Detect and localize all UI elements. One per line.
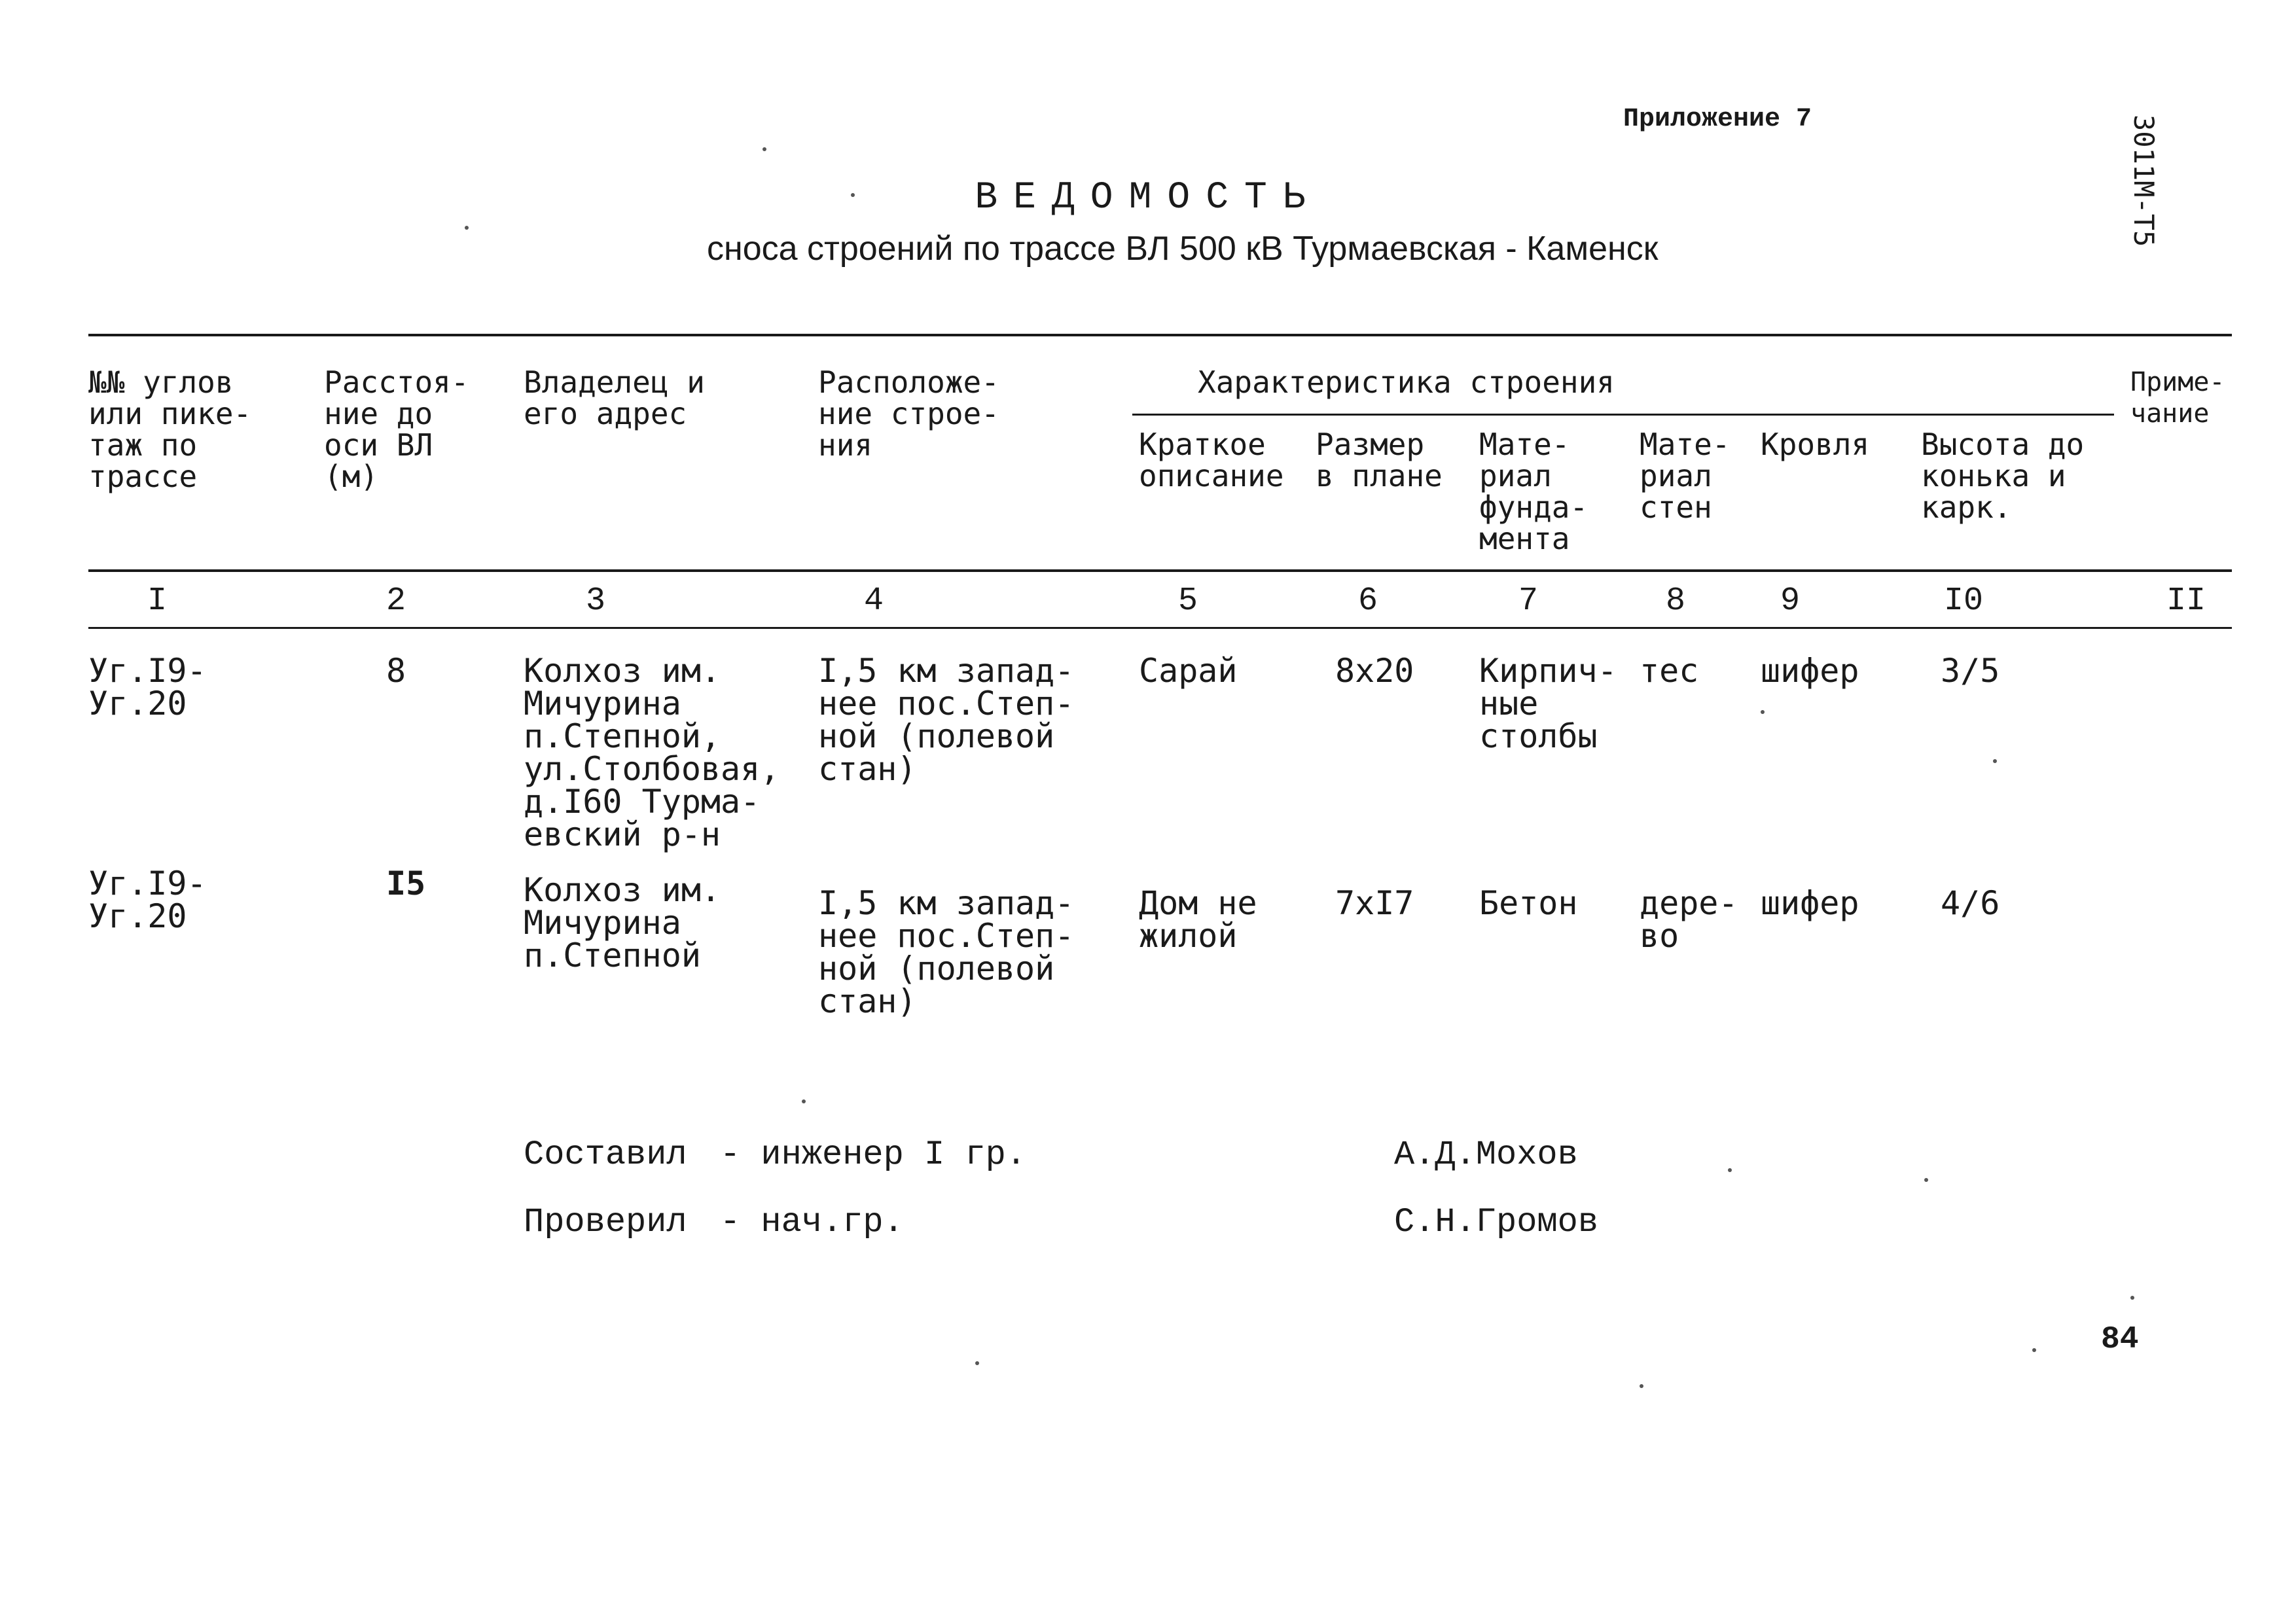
column-number-rule bbox=[88, 627, 2232, 629]
cell-walls: дере- во bbox=[1640, 884, 1738, 955]
header-bottom-rule bbox=[88, 569, 2232, 572]
cell-description: Дом не жилой bbox=[1139, 884, 1257, 955]
compiled-label: Составил bbox=[524, 1135, 687, 1174]
scan-speck bbox=[975, 1361, 979, 1365]
col-number-11: II bbox=[2166, 582, 2206, 620]
col-header-distance: Расстоя- ние до оси ВЛ (м) bbox=[324, 365, 469, 494]
cell-roof: шифер bbox=[1761, 884, 1859, 922]
cell-angle: Уг.I9- Уг.20 bbox=[88, 865, 207, 935]
col-header-roof: Кровля bbox=[1761, 427, 1870, 462]
scan-speck bbox=[2032, 1348, 2036, 1352]
col-header-description: Краткое описание bbox=[1139, 427, 1284, 493]
scan-speck bbox=[762, 147, 766, 151]
cell-owner: Колхоз им. Мичурина п.Степной bbox=[524, 871, 721, 974]
group-header-rule bbox=[1132, 414, 2114, 416]
col-header-size: Размер в плане bbox=[1316, 427, 1443, 493]
cell-description: Сарай bbox=[1139, 652, 1238, 690]
scan-speck bbox=[851, 193, 855, 197]
col-number-8: 8 bbox=[1666, 582, 1686, 620]
document-title: ВЕДОМОСТЬ bbox=[975, 177, 1321, 219]
col-header-height: Высота до конька и карк. bbox=[1921, 427, 2085, 525]
scan-speck bbox=[1761, 710, 1765, 714]
cell-location: I,5 км запад- нее пос.Степ- ной (полевой стан) bbox=[818, 884, 1075, 1020]
scan-speck bbox=[2130, 1296, 2134, 1300]
col-header-foundation: Мате- риал фунда- мента bbox=[1479, 427, 1588, 556]
scan-speck bbox=[1993, 759, 1997, 763]
cell-foundation: Кирпич- ные столбы bbox=[1479, 652, 1617, 755]
page-number: 84 bbox=[2101, 1322, 2139, 1357]
cell-size: 8х20 bbox=[1335, 652, 1414, 690]
scan-speck bbox=[802, 1099, 806, 1103]
col-number-2: 2 bbox=[386, 582, 406, 620]
col-header-note: Приме- чание bbox=[2130, 367, 2225, 429]
compiled-role: - инженер I гр. bbox=[720, 1135, 1027, 1174]
col-number-6: 6 bbox=[1358, 582, 1378, 620]
document-subtitle: сноса строений по трассе ВЛ 500 кВ Турмаевская - Каменск bbox=[707, 230, 1659, 268]
cell-distance: I5 bbox=[386, 865, 426, 902]
col-header-walls: Мате- риал стен bbox=[1640, 427, 1731, 525]
appendix-label: Приложение 7 bbox=[1623, 105, 1812, 134]
cell-height: 3/5 bbox=[1941, 652, 2000, 690]
cell-distance: 8 bbox=[386, 652, 406, 690]
col-header-angles: №№ углов или пике- таж по трассе bbox=[88, 365, 252, 494]
compiled-name: А.Д.Мохов bbox=[1394, 1135, 1578, 1174]
col-header-owner: Владелец и его адрес bbox=[524, 365, 705, 431]
cell-foundation: Бетон bbox=[1479, 884, 1578, 922]
cell-height: 4/6 bbox=[1941, 884, 2000, 922]
checked-role: - нач.гр. bbox=[720, 1203, 904, 1241]
cell-angle: Уг.I9- Уг.20 bbox=[88, 652, 207, 722]
cell-roof: шифер bbox=[1761, 652, 1859, 690]
cell-walls: тес bbox=[1640, 652, 1699, 690]
cell-location: I,5 км запад- нее пос.Степ- ной (полевой стан) bbox=[818, 652, 1075, 788]
col-number-5: 5 bbox=[1178, 582, 1198, 620]
col-number-10: I0 bbox=[1944, 582, 1984, 620]
col-number-1: I bbox=[147, 582, 168, 620]
cell-size: 7хI7 bbox=[1335, 884, 1414, 922]
cell-owner: Колхоз им. Мичурина п.Степной, ул.Столбовая, д.I60 Турма- евский р-н bbox=[524, 652, 780, 853]
side-document-code: 3011M-T5 bbox=[2128, 115, 2160, 247]
checked-label: Проверил bbox=[524, 1203, 687, 1241]
col-number-7: 7 bbox=[1518, 582, 1539, 620]
scan-speck bbox=[1728, 1168, 1732, 1172]
checked-name: С.Н.Громов bbox=[1394, 1203, 1599, 1241]
col-header-location: Расположе- ние строе- ния bbox=[818, 365, 999, 463]
scan-speck bbox=[465, 226, 469, 230]
col-number-9: 9 bbox=[1780, 582, 1801, 620]
col-number-3: 3 bbox=[586, 582, 606, 620]
table-top-rule bbox=[88, 334, 2232, 336]
col-number-4: 4 bbox=[864, 582, 884, 620]
group-header-building: Характеристика строения bbox=[1198, 365, 1615, 400]
scan-speck bbox=[1924, 1178, 1928, 1182]
scan-speck bbox=[1640, 1384, 1643, 1388]
